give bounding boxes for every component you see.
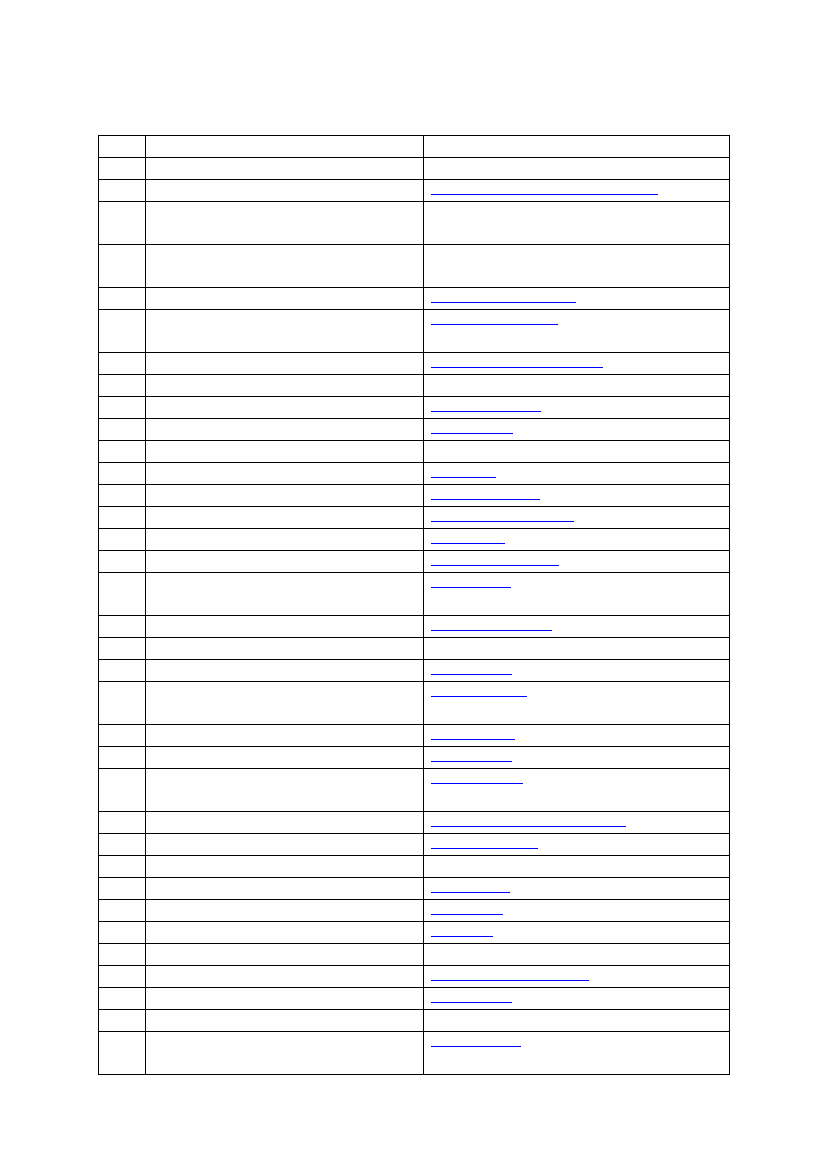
row-title-cell <box>146 202 424 245</box>
row-title-cell <box>146 769 424 812</box>
row-hyperlink[interactable] <box>431 543 505 544</box>
row-link-cell <box>424 900 730 922</box>
row-number-cell <box>99 573 146 616</box>
row-link-cell <box>424 660 730 682</box>
row-title-cell <box>146 834 424 856</box>
row-number-cell <box>99 353 146 375</box>
row-title-cell <box>146 397 424 419</box>
row-title-cell <box>146 856 424 878</box>
row-title-cell <box>146 725 424 747</box>
row-link-cell <box>424 202 730 245</box>
row-number-cell <box>99 158 146 180</box>
row-link-cell <box>424 245 730 288</box>
row-title-cell <box>146 463 424 485</box>
document-table <box>98 135 730 1075</box>
row-title-cell <box>146 441 424 463</box>
row-number-cell <box>99 988 146 1010</box>
row-link-cell <box>424 769 730 812</box>
row-number-cell <box>99 878 146 900</box>
row-number-cell <box>99 507 146 529</box>
table-row <box>99 660 730 682</box>
row-number-cell <box>99 812 146 834</box>
row-number-cell <box>99 966 146 988</box>
row-link-cell <box>424 180 730 202</box>
table-row <box>99 419 730 441</box>
row-number-cell <box>99 463 146 485</box>
row-link-cell <box>424 158 730 180</box>
row-title-cell <box>146 310 424 353</box>
row-hyperlink[interactable] <box>431 1046 521 1047</box>
row-title-cell <box>146 988 424 1010</box>
row-link-cell <box>424 638 730 660</box>
row-number-cell <box>99 856 146 878</box>
row-hyperlink[interactable] <box>431 194 658 195</box>
row-title-cell <box>146 922 424 944</box>
table-row <box>99 812 730 834</box>
table-row <box>99 397 730 419</box>
row-title-cell <box>146 136 424 158</box>
row-hyperlink[interactable] <box>431 696 527 697</box>
table-row <box>99 310 730 353</box>
row-number-cell <box>99 551 146 573</box>
row-link-cell <box>424 966 730 988</box>
table-row <box>99 834 730 856</box>
row-number-cell <box>99 288 146 310</box>
row-title-cell <box>146 966 424 988</box>
table-row <box>99 966 730 988</box>
row-title-cell <box>146 353 424 375</box>
row-link-cell <box>424 375 730 397</box>
row-link-cell <box>424 1032 730 1075</box>
row-title-cell <box>146 180 424 202</box>
row-title-cell <box>146 288 424 310</box>
row-number-cell <box>99 136 146 158</box>
row-title-cell <box>146 1032 424 1075</box>
row-number-cell <box>99 834 146 856</box>
table-row <box>99 725 730 747</box>
row-link-cell <box>424 878 730 900</box>
row-title-cell <box>146 616 424 638</box>
table-row <box>99 856 730 878</box>
row-number-cell <box>99 725 146 747</box>
table-row <box>99 529 730 551</box>
table-row <box>99 769 730 812</box>
row-hyperlink[interactable] <box>431 980 589 981</box>
row-link-cell <box>424 725 730 747</box>
row-hyperlink[interactable] <box>431 826 626 827</box>
row-link-cell <box>424 288 730 310</box>
row-hyperlink[interactable] <box>431 324 558 325</box>
row-hyperlink[interactable] <box>431 433 513 434</box>
row-link-cell <box>424 463 730 485</box>
row-number-cell <box>99 180 146 202</box>
row-title-cell <box>146 660 424 682</box>
row-title-cell <box>146 638 424 660</box>
table-row <box>99 988 730 1010</box>
row-title-cell <box>146 245 424 288</box>
row-link-cell <box>424 397 730 419</box>
row-hyperlink[interactable] <box>431 499 540 500</box>
row-hyperlink[interactable] <box>431 521 574 522</box>
row-link-cell <box>424 834 730 856</box>
table-row <box>99 441 730 463</box>
table-row <box>99 878 730 900</box>
row-number-cell <box>99 441 146 463</box>
row-title-cell <box>146 812 424 834</box>
row-title-cell <box>146 551 424 573</box>
row-hyperlink[interactable] <box>431 565 559 566</box>
table-row <box>99 245 730 288</box>
row-title-cell <box>146 878 424 900</box>
row-hyperlink[interactable] <box>431 411 541 412</box>
row-title-cell <box>146 529 424 551</box>
table-row <box>99 507 730 529</box>
row-hyperlink[interactable] <box>431 674 512 675</box>
table-row <box>99 747 730 769</box>
table-row <box>99 944 730 966</box>
row-link-cell <box>424 812 730 834</box>
row-link-cell <box>424 747 730 769</box>
row-link-cell <box>424 573 730 616</box>
row-number-cell <box>99 397 146 419</box>
row-title-cell <box>146 507 424 529</box>
row-link-cell <box>424 419 730 441</box>
row-title-cell <box>146 1010 424 1032</box>
row-hyperlink[interactable] <box>431 761 512 762</box>
row-link-cell <box>424 856 730 878</box>
table-row <box>99 1010 730 1032</box>
table-row <box>99 180 730 202</box>
table-row <box>99 485 730 507</box>
row-hyperlink[interactable] <box>431 914 503 915</box>
row-hyperlink[interactable] <box>431 739 515 740</box>
row-link-cell <box>424 507 730 529</box>
row-number-cell <box>99 944 146 966</box>
row-hyperlink[interactable] <box>431 1002 512 1003</box>
row-title-cell <box>146 944 424 966</box>
row-link-cell <box>424 485 730 507</box>
table-row <box>99 551 730 573</box>
row-title-cell <box>146 682 424 725</box>
row-number-cell <box>99 375 146 397</box>
row-number-cell <box>99 529 146 551</box>
table-row <box>99 616 730 638</box>
row-title-cell <box>146 900 424 922</box>
row-link-cell <box>424 441 730 463</box>
row-number-cell <box>99 1032 146 1075</box>
row-link-cell <box>424 310 730 353</box>
row-title-cell <box>146 573 424 616</box>
row-link-cell <box>424 1010 730 1032</box>
table-row <box>99 158 730 180</box>
row-hyperlink[interactable] <box>431 302 576 303</box>
row-link-cell <box>424 944 730 966</box>
row-number-cell <box>99 485 146 507</box>
row-number-cell <box>99 245 146 288</box>
row-number-cell <box>99 1010 146 1032</box>
row-link-cell <box>424 551 730 573</box>
row-title-cell <box>146 419 424 441</box>
table-row <box>99 573 730 616</box>
row-hyperlink[interactable] <box>431 783 523 784</box>
row-link-cell <box>424 988 730 1010</box>
row-link-cell <box>424 922 730 944</box>
row-title-cell <box>146 485 424 507</box>
row-number-cell <box>99 638 146 660</box>
table-row <box>99 463 730 485</box>
table-row <box>99 353 730 375</box>
row-link-cell <box>424 353 730 375</box>
table-row <box>99 136 730 158</box>
row-link-cell <box>424 136 730 158</box>
row-hyperlink[interactable] <box>431 892 510 893</box>
row-number-cell <box>99 419 146 441</box>
row-hyperlink[interactable] <box>431 587 511 588</box>
table-row <box>99 900 730 922</box>
row-hyperlink[interactable] <box>431 367 603 368</box>
row-hyperlink[interactable] <box>431 936 493 937</box>
row-number-cell <box>99 202 146 245</box>
row-link-cell <box>424 529 730 551</box>
table-row <box>99 288 730 310</box>
table-row <box>99 1032 730 1075</box>
row-number-cell <box>99 660 146 682</box>
row-number-cell <box>99 769 146 812</box>
row-title-cell <box>146 747 424 769</box>
row-number-cell <box>99 922 146 944</box>
row-number-cell <box>99 682 146 725</box>
row-title-cell <box>146 158 424 180</box>
table-row <box>99 202 730 245</box>
row-number-cell <box>99 616 146 638</box>
row-number-cell <box>99 747 146 769</box>
row-number-cell <box>99 310 146 353</box>
row-title-cell <box>146 375 424 397</box>
table-row <box>99 922 730 944</box>
table-body <box>99 136 730 1075</box>
table-row <box>99 682 730 725</box>
table-row <box>99 375 730 397</box>
row-hyperlink[interactable] <box>431 630 552 631</box>
row-link-cell <box>424 682 730 725</box>
table-row <box>99 638 730 660</box>
row-number-cell <box>99 900 146 922</box>
row-link-cell <box>424 616 730 638</box>
row-hyperlink[interactable] <box>431 477 496 478</box>
row-hyperlink[interactable] <box>431 848 538 849</box>
